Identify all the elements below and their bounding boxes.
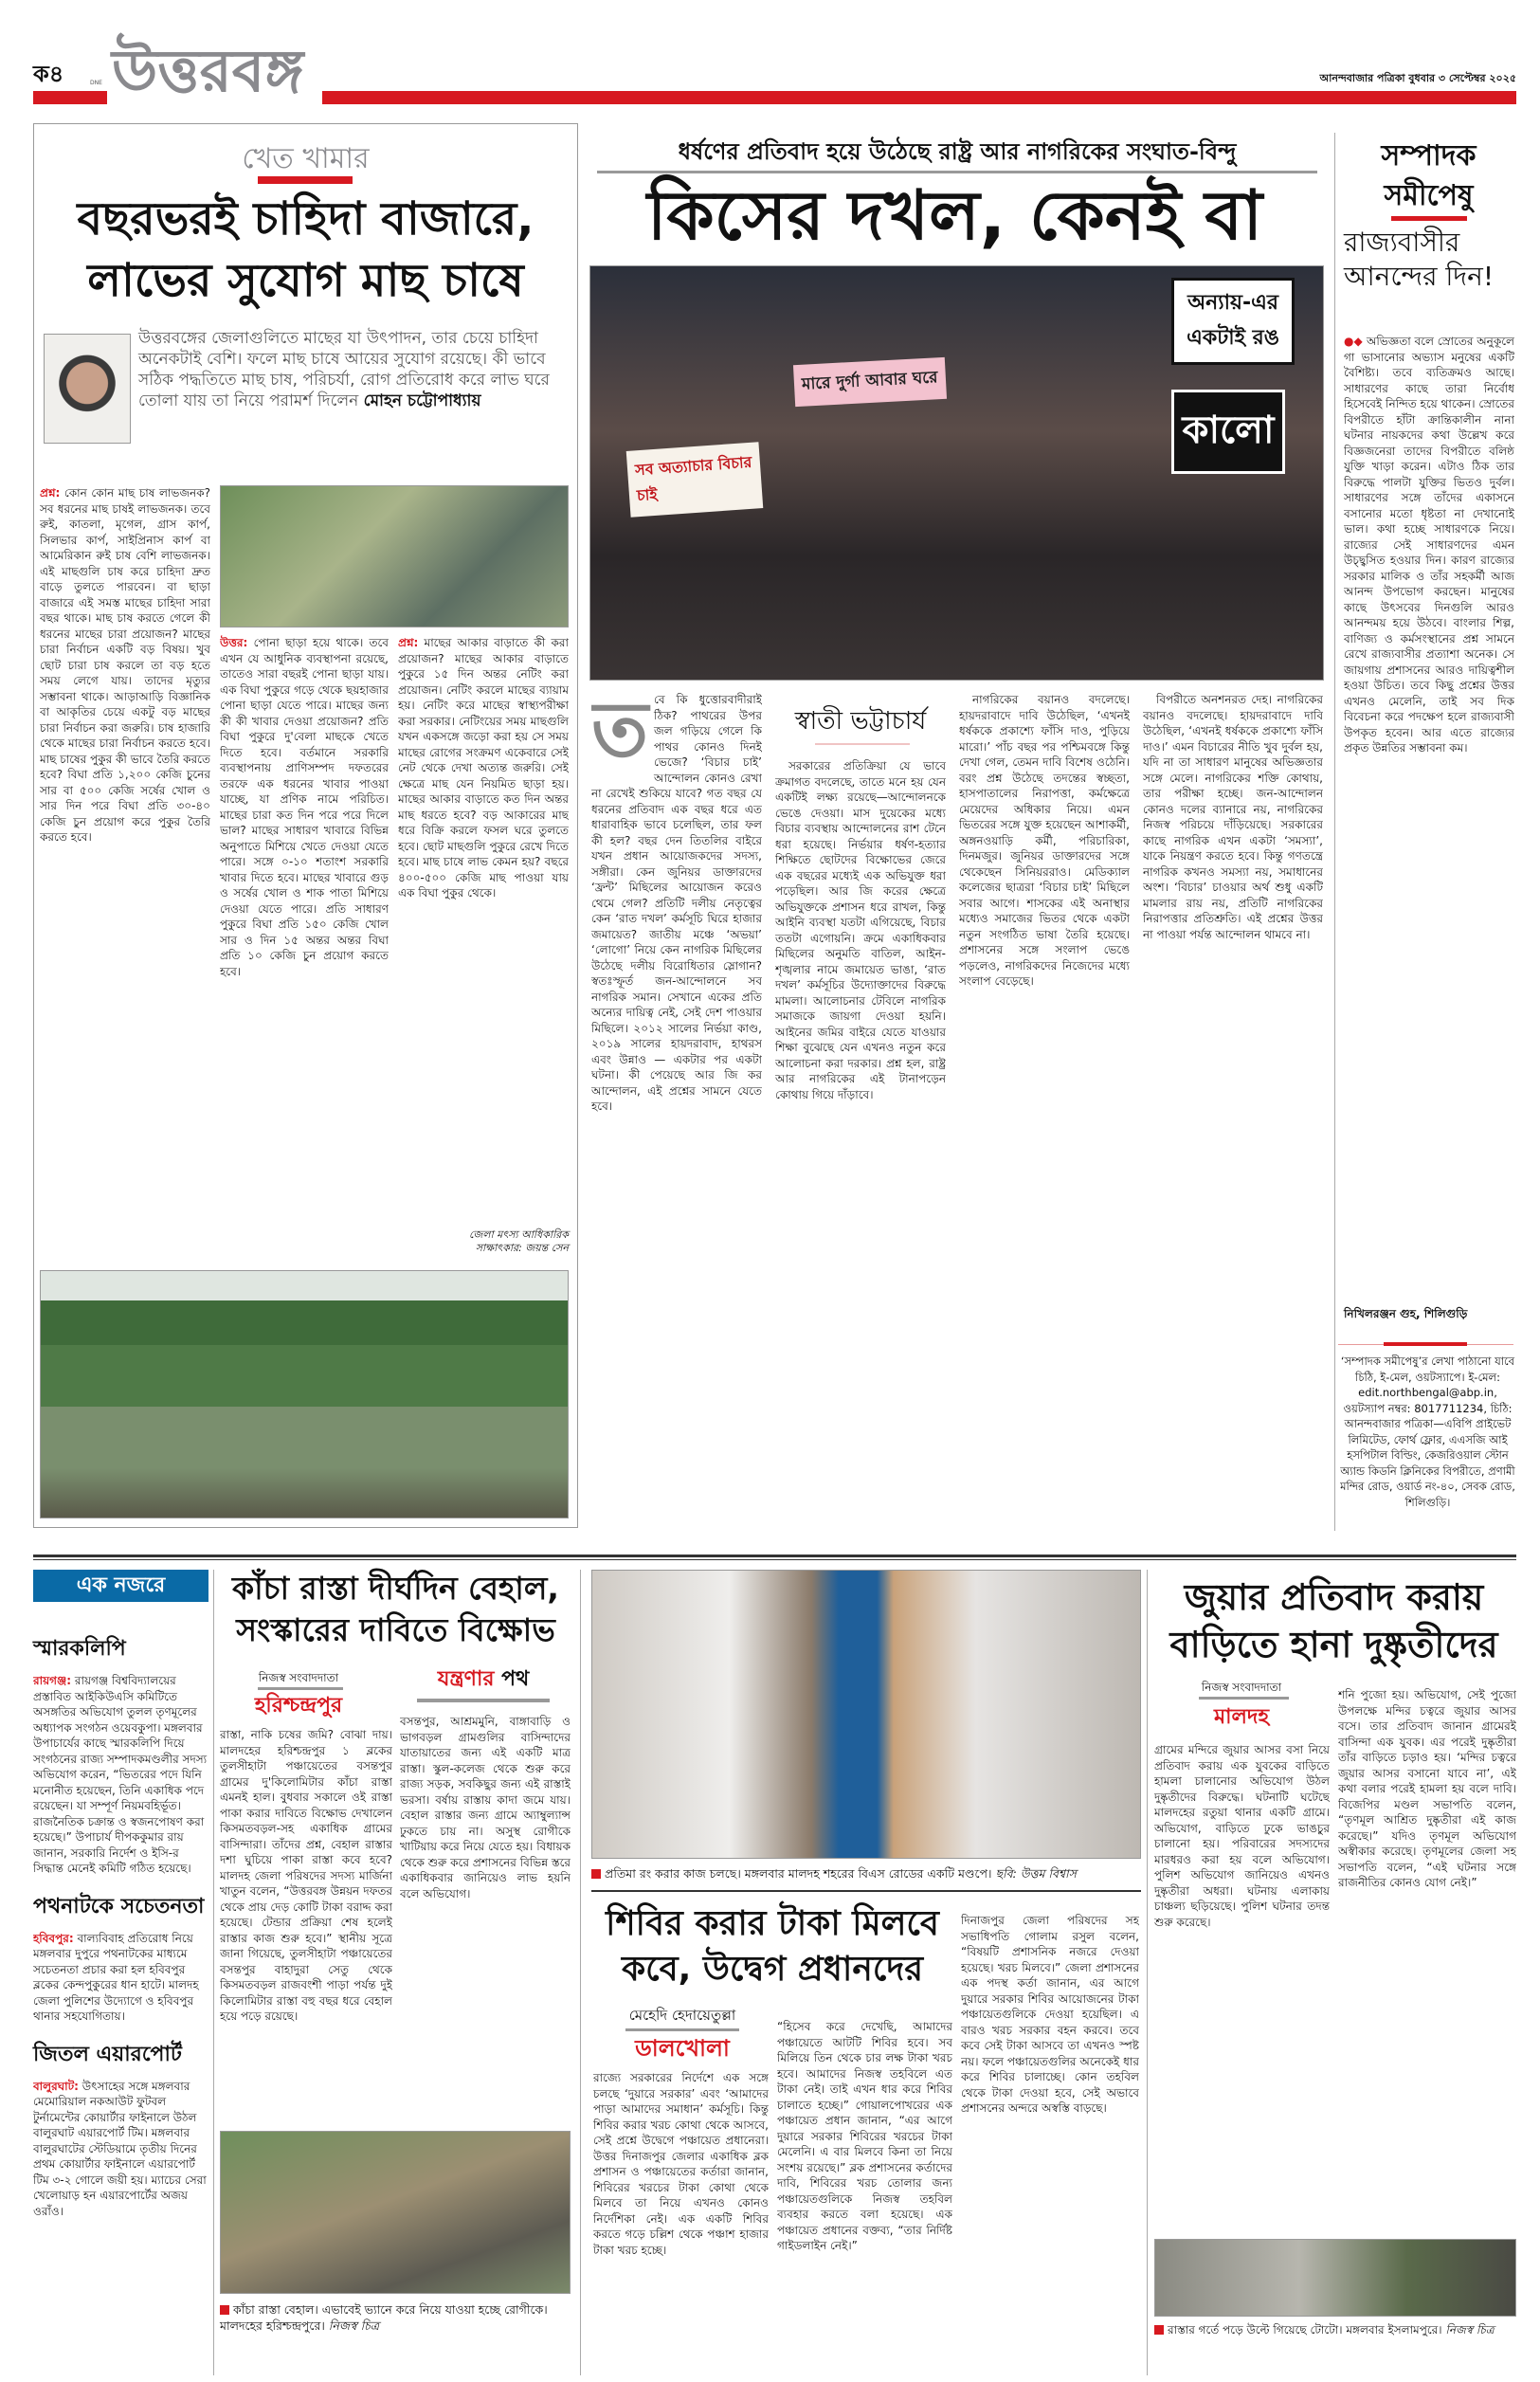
camp-byline-rule [625, 2028, 739, 2031]
section-divider [33, 1555, 1516, 1557]
masthead-bar-right [322, 91, 1516, 104]
gamble-headline-line-2: বাড়িতে হানা দুষ্কৃতীদের [1169, 1624, 1498, 1665]
farm-col1-text: কোন কোন মাছ চাষ লাভজনক? সব ধরনের মাছ চাষই লাভজনক। তবে রুই, কাতলা, মৃগেল, গ্রাস কার্প, সিলভার কার্প, সাইপ্রিনাস কার্প বা আমেরিকান রুই চাষ বেশি লাভজনক। এই মাছগুলি চাষ করে চাহিদা দ্রুত বাড়ে তুলতে পারবেন। বা ছাড়া বাজারে এই সমস্ত মাছের চাহিদা সারা বছর থাকে। মাছ চাষ করতে গেলে কী ধরনের মাছের চারা প্রয়োজন? মাছের চারা নির্বাচন একটি বড় বিষয়। খুব ছোট চারা চাষ করলে তা বড় হতে সময় লেগে যায়। তাদের মৃত্যুর সম্ভাবনা থাকে। আড়াআড়ি বিজ্ঞানিক বা আকৃতির চেয়ে একটু বড় মাছের চারা নির্বাচন করা জরুরি। চাষ হাজারি থেকে মাছের চারা নির্বাচন করতে হবে। মাছ চাষের পুকুর কী ভাবে তৈরি করতে হবে? বিঘা প্রতি ১,২০০ কেজি চুনের সার বা ৫০০ কেজি সর্ষের খোল ও সার দিন পরে বিঘা প্রতি ৩০-৪০ কেজি চুন প্রয়োগ করে পুকুর তৈরি করতে হবে। [40, 486, 210, 844]
letters-title-1: সম্পাদক [1381, 139, 1477, 173]
gamble-credit: নিজস্ব সংবাদদাতা [1201, 1681, 1282, 1694]
idol-caption-text: প্রতিমা রং করার কাজ চলছে। মঙ্গলবার মালদহ শহরের বিএস রোডের একটি মণ্ডপে। [605, 1866, 992, 1881]
farm-col2-text: পোনা ছাড়া হয়ে থাকে। তবে এখন যে আধুনিক ব্যবস্থাপনা রয়েছে, তাতেও সারা বছরই পোনা ছাড়া যায়। এক বিঘা পুকুরে গড়ে থেকে ছয়হাজার পোনা ছাড়া যেতে পারে। মাছের জন্য কী কী খাবার দেওয়া প্রয়োজন? প্রতি বিঘা পুকুরে দু'বেলা মাছকে খেতে দিতে হবে। বর্তমানে সরকারি ব্যবস্থাপনায় প্রাণিসম্পদ দফতরের তরফে এক ধরনের খাবার পাওয়া যাচ্ছে, যা প্রণিক নামে পরিচিত। মাছের চারা কত দিন পরে পরে দিলে ভাল? মাছের সাধারণ খাবারে বিভিন্ন অনুপাতে মিশিয়ে খেতে দেওয়া যেতে পারে। সঙ্গে ০-১০ শতাংশ সরকারি খাবার দিতে হবে। মাছের খাবারে গুড় ও সর্ষের খোল ও শাক পাতা মিশিয়ে দেওয়া যেতে পারে। প্রতি সাধারণ পুকুরে বিঘা প্রতি ১৫০ কেজি খোল সার ও দিন ১৫ অন্তর অন্তর বিঘা প্রতি ১০ কেজি চুন প্রয়োগ করতে হবে। [220, 636, 389, 978]
glance-item-title: পথনাটকে সচেতনতা [33, 1894, 205, 1918]
road-photo-caption [220, 2301, 571, 2334]
main-headline: কিসের দখল, কেনই বা [646, 175, 1263, 255]
gamble-photo-caption [1154, 2322, 1516, 2338]
road-caption-text: কাঁচা রাস্তা বেহাল। এভাবেই ভ্যানে করে নিয়ে যাওয়া হচ্ছে রোগীকে। মালদহের হরিশ্চন্দ্রপুরে। [220, 2302, 548, 2333]
main-byline: স্বাতী ভট্টাচার্য [794, 707, 927, 736]
camp-headline-line-1: শিবির করার টাকা মিলবে [606, 1904, 939, 1943]
main-col3-text: নাগরিকের বয়ানও বদলেছে। হায়দরাবাদে দাবি উঠেছিল, ‘এখনই ধর্ষককে প্রকাশ্যে ফাঁসি দাও, পুড়িয়ে মারো।’ পাঁচ বছর পর পশ্চিমবঙ্গে কিন্তু দেখা গেল, তেমন দাবি বিশেষ ওঠেনি। বরং প্রশ্ন উঠেছে তদন্তের স্বচ্ছতা, হাসপাতালের নিরাপত্তা, কর্মক্ষেত্রে মেয়েদের অধিকার নিয়ে। এমন ভিতরের সঙ্গে যুক্ত হয়েছেন আশাকর্মী, অঙ্গনওয়াড়ি কর্মী, পরিচারিকা, দিনমজুর। জুনিয়র ডাক্তারদের সঙ্গে থেকেছেন সিনিয়ররাও। মেডিক্যাল কলেজের ছাত্ররা ‘বিচার চাই’ মিছিলে সবার আগে। শাসকের এই অনাস্থার মধ্যেও সমাজের ভিতর থেকে একটা নতুন সংগঠিত ভাষা তৈরি হয়েছে। প্রশাসনের সঙ্গে সংলাপ ভেঙে পড়লেও, নাগরিকদের নিজেদের মধ্যে সংলাপ বেড়েছে। [959, 693, 1130, 988]
glance-item-text: উৎসাহের সঙ্গে মঙ্গলবার মেমোরিয়াল নকআউট ফুটবল টুর্নামেন্টের কোয়ার্টার ফাইনালে উঠল বালুরঘাট এয়ারপোর্ট টিম। মঙ্গলবার বালুরঘাটের স্টেডিয়ামে তৃতীয় দিনের প্রথম কোয়ার্টার ফাইনালে এয়ারপোর্ট টিম ৩-২ গোলে জয়ী হয়। ম্যাচের সেরা খেলোয়াড় হন এয়ারপোর্টের অজয় ওরাঁও। [33, 2079, 207, 2218]
answer-label: উত্তর: [220, 636, 248, 649]
farm-headline-line-2: লাভের সুযোগ মাছ চাষে [87, 254, 524, 307]
farm-intro-by: দিলেন [317, 391, 359, 410]
camp-column-3 [961, 1913, 1139, 2332]
glance-item-text: বাল্যবিবাহ প্রতিরোধ নিয়ে মঙ্গলবার দুপুরে পথনাটকের মাধ্যমে সচেতনতা প্রচার করা হল হবিবপুর ব্লকের কেন্দপুকুরের ধান হাটে। মালদহ জেলা পুলিশের উদ্যোগে ও হবিবপুর থানার সহযোগিতায়। [33, 1931, 199, 2023]
road-column-1 [220, 1727, 392, 2123]
road-headline-line-1: কাঁচা রাস্তা দীর্ঘদিন বেহাল, [232, 1570, 559, 1607]
main-column-3 [959, 692, 1130, 1526]
dropcap: ত [591, 692, 649, 773]
letters-divider [1334, 133, 1335, 1531]
main-col2-text: সরকারের প্রতিক্রিয়া যে ভাবে ক্রমাগত বদলেছে, তাতে মনে হয় যেন একটিই লক্ষ্য রয়েছে—আন্দোলনকে ভেঙে দেওয়া। মাস দুয়েকের মধ্যে বিচার ব্যবস্থায় আন্দোলনের রাশ টেনে ধরা হয়েছে। নির্ভয়ার ধর্ষণ-হত্যার শিক্ষিতে ছোটদের বিক্ষোভের জেরে এক বছরের মধ্যেই এক অভিযুক্ত ধরা পড়েছিল। আর জি করের ক্ষেত্রে অভিযুক্তকে প্রশাসন ধরে রাখল, কিন্তু আইনি ব্যবস্থা যতটা এগিয়েছে, বিচার ততটা এগোয়নি। ক্রমে একাধিকবার মিছিলের অনুমতি বাতিল, আইন-শৃঙ্খলার নামে জমায়েত ভাঙা, ‘রাত দখল’ কর্মসূচির উদ্যোক্তাদের বিরুদ্ধে মামলা। আলোচনার টেবিলে নাগরিক সমাজকে জায়গা দেওয়া হয়নি। আইনের জমির বাইরে যেতে যাওয়ার শিক্ষা বুঝেছে যেন এখনও নতুন করে আলোচনা করা দরকার। প্রশ্ন হল, রাষ্ট্র আর নাগরিকের এই টানাপড়েন কোথায় গিয়ে দাঁড়াবে। [775, 759, 946, 1101]
placard-white: সব অত্যাচার বিচার চাই [626, 442, 764, 518]
pond-netting-photo [40, 1270, 569, 1518]
farm-author: মোহন চট্টোপাধ্যায় [363, 391, 481, 410]
gamble-column-1 [1154, 1742, 1330, 2233]
kicker-underline [258, 176, 353, 184]
camp-col3-text: দিনাজপুর জেলা পরিষদের সহ সভাধিপতি গোলাম রসুল বলেন, “বিষয়টি প্রশাসনিক নজরে দেওয়া হয়েছে। খরচ মিলবে।” জেলা প্রশাসনের এক পদস্থ কর্তা জানান, এর আগে দুয়ারে সরকার শিবির আয়োজনের টাকা পঞ্চায়েতগুলিকে দেওয়া হয়েছিল। এ বারও খরচ সরকার বহন করবে। তবে কবে সেই টাকা আসবে তা এখনও স্পষ্ট নয়। ফলে পঞ্চায়েতগুলির অনেকেই ধার করে শিবির চালাচ্ছে। কোন তহবিল থেকে টাকা দেওয়া হবে, সেই অভাবে প্রশাসনের অন্দরে অস্বস্তি বাড়ছে। [961, 1914, 1139, 2115]
farm-qa-column-2 [220, 635, 389, 1261]
glance-item-text: রায়গঞ্জ বিশ্ববিদ্যালয়ের প্রস্তাবিত আইকিউএসি কমিটিতে অসঙ্গতির অভিযোগ তুলল তৃণমূলের অধ্যাপক সংগঠন ওয়েবকুপা। মঙ্গলবার উপাচার্যের কাছে স্মারকলিপি দিয়ে সংগঠনের রাজ্য সম্পাদকমণ্ডলীর সদস্য অভিযোগ করেন, “ভিতরের পদে যিনি মনোনীত হয়েছেন, তিনি একাধিক পদে রয়েছেন। যা সম্পূর্ণ নিয়মবহির্ভূত। রাজনৈতিক চক্রান্ত ও স্বজনপোষণ করা হয়েছে।” উপাচার্য দীপককুমার রায় জানান, সরকারি নির্দেশ ও ইসি-র সিদ্ধান্ত মেনেই কমিটি গঠিত হয়েছে। [33, 1674, 208, 1875]
masthead-bar-left [33, 91, 107, 104]
placard-pink: মারে দুর্গা আবার ঘরে [793, 357, 947, 407]
road-kicker-red: যন্ত্রণার [437, 1667, 495, 1691]
page-number: ক৪ [33, 61, 64, 87]
glance-item [33, 1890, 208, 2025]
camp-col1-text: রাজ্যে সরকারের নির্দেশে এক সঙ্গে চলছে ‘দুয়ারে সরকার’ এবং ‘আমাদের পাড়া আমাদের সমাধান’ কর্মসূচি। কিন্তু শিবির করার খরচ কোথা থেকে আসবে, সেই প্রশ্নে উদ্বেগে পঞ্চায়েত প্রধানেরা। উত্তর দিনাজপুর জেলার একাধিক ব্লক প্রশাসন ও পঞ্চায়েতের কর্তারা জানান, শিবিরের খরচের টাকা কোথা থেকে মিলবে তা নিয়ে এখনও কোনও নির্দেশিকা নেই। এক একটি শিবির করতে গড়ে চল্লিশ থেকে পঞ্চাশ হাজার টাকা খরচ হচ্ছে। [593, 2071, 769, 2257]
idol-caption-rule [591, 1890, 1141, 1892]
gamble-col2-text: শনি পুজো হয়। অভিযোগ, সেই পুজো উপলক্ষে মন্দির চত্বরে জুয়ার আসর বসে। তার প্রতিবাদ জানান গ্রামেরই বাসিন্দা এক যুবক। এর পরেই দুষ্কৃতীরা তাঁর বাড়িতে চড়াও হয়। ‘মন্দির চত্বরে জুয়ার আসর বসানো যাবে না’, এই কথা বলার পরেই হামলা হয় বলে দাবি। বিজেপির মণ্ডল সভাপতি বলেন, “তৃণমূল আশ্রিত দুষ্কৃতীরা এই কাজ করেছে।” যদিও তৃণমূল অভিযোগ অস্বীকার করেছে। তৃণমূলের জেলা সহ সভাপতি বলেন, “এই ঘটনার সঙ্গে রাজনীতির কোনও যোগ নেই।” [1338, 1688, 1516, 1889]
gamble-headline-line-1: জুয়ার প্রতিবাদ করায় [1184, 1576, 1484, 1618]
farm-qa-column-3 [398, 635, 569, 1218]
gamble-photo-credit: নিজস্ব চিত্র [1445, 2323, 1495, 2337]
idol-photo-caption [591, 1865, 1141, 1882]
letter-text: অভিজ্ঞতা বলে স্রোতের অনুকূলে গা ভাসানোর অভ্যাস মনুষের একটি বৈশিষ্ট্য। তবে ব্যতিক্রমও আছে। সাধারণের কাছে তারা নির্বোধ হিসেবেই নিন্দিত হয়ে থাকেন। স্রোতের বিপরীতে হাঁটা ক্রান্তিকালীন নানা ঘটনার নায়কদের কথা উল্লেখ করে বিজ্ঞজনেরা তাদের বিপরীতে বলিষ্ঠ যুক্তি খাড়া করেন। এটাও ঠিক তার বিরুদ্ধে পালটা যুক্তির ভিতও দুর্বল। সাধারণের সঙ্গে তাঁদের একাসনে বসানোর মতো ধৃষ্টতা না দেখানোই ভাল। কথা হচ্ছে সাধারণকে নিয়ে। রাজ্যের সেই সাধারণদের এমন উচ্ছ্বসিত হওয়ার দিন। কারণ রাজ্যের সরকার মালিক ও তাঁর সহকর্মী আজ আনন্দ উপভোগ করছেন। মানুষের কাছে উৎসবের দিনগুলি আরও আনন্দময় হয়ে উঠবে। বাংলার শিল্প, বাণিজ্য ও কর্মসংস্থানের প্রশ্ন সামনে রেখে রাজ্যবাসীর প্রত্যাশা অনেক। সে জায়গায় প্রশাসনের আরও দায়িত্বশীল হওয়া উচিত। তবে কিছু প্রশ্নের উত্তর এখনও মেলেনি, তাই সব দিক বিবেচনা করে পদক্ষেপ হলে রাজ্যবাসী উপকৃত হবেন। আর এতে রাজ্যের প্রকৃত উন্নতির সম্ভাবনা কম। [1344, 335, 1514, 755]
placard-black-1: অন্যায়-এর একটাই রঙ [1171, 278, 1295, 365]
caption-marker-icon [220, 2305, 229, 2315]
submission-info: ‘সম্পাদক সমীপেষু’র লেখা পাঠানো যাবে চিঠি, ই-মেল, ওয়টস্যাপে। ই-মেল: edit.northbengal@abp.in, ওয়টস্যাপ নম্বর: 8017711234, চিঠি: আনন্দবাজার পত্রিকা—এবিপি প্রাইভেট লিমিটেড, ফোর্থ ফ্লোর, এএসজি আই হসপিটাল বিল্ডিং, কেজরিওয়াল স্টোন অ্যান্ড কিডনি ক্লিনিকের বিপরীতে, প্রণামী মন্দির রোড, ওয়ার্ড নং-৪০, সেবক রোড, শিলিগুড়ি। [1340, 1355, 1515, 1509]
letter-body [1344, 334, 1514, 1299]
farm-headline-line-1: বছরভরই চাহিদা বাজারে, [77, 192, 534, 245]
road-kicker-rest: পথ [494, 1667, 530, 1691]
letters-title-2: সমীপেষু [1384, 179, 1474, 212]
main-column-2 [775, 758, 946, 1526]
farm-qa-column-1 [40, 485, 210, 1263]
glance-item-title: জিতল এয়ারপোর্ট [33, 2042, 182, 2066]
glance-divider [213, 1570, 214, 2375]
gamble-dateline: মালদহ [1213, 1705, 1270, 1729]
question-label: প্রশ্ন: [40, 486, 61, 500]
caption-marker-icon [591, 1869, 601, 1879]
road-credit-rule [258, 1687, 343, 1690]
road-divider [580, 1570, 581, 2375]
glance-item [33, 1632, 208, 1877]
road-photo-credit: নিজস্ব চিত্র [328, 2318, 380, 2333]
glance-item-place: হবিবপুর: [33, 1931, 74, 1945]
main-column-4 [1143, 692, 1323, 1526]
letter-signoff: নিখিলরঞ্জন গুহ, শিলিগুড়ি [1344, 1307, 1468, 1320]
gamble-column-2 [1338, 1687, 1516, 2233]
camp-col2-text: “হিসেব করে দেখেছি, আমাদের পঞ্চায়েতে আটটি শিবির হবে। সব মিলিয়ে তিন থেকে চার লক্ষ টাকা খরচ হবে। আমাদের নিজস্ব তহবিলে এত টাকা নেই। তাই এখন ধার করে শিবির চালাতে হচ্ছে।” গোয়ালপোখরের এক পঞ্চায়েত প্রধান জানান, “এর আগে দুয়ারে সরকার শিবিরের খরচের টাকা মেলেনি। এ বার মিলবে কিনা তা নিয়ে সংশয় রয়েছে।” ব্লক প্রশাসনের কর্তাদের দাবি, শিবিরের খরচ তোলার জন্য পঞ্চায়েতগুলিকে নিজস্ব তহবিল ব্যবহার করতে বলা হয়েছে। এক পঞ্চায়েত প্রধানের বক্তব্য, “তার নির্দিষ্ট গাইডলাইন নেই।” [777, 2020, 952, 2252]
expert-role: জেলা মৎস্য আধিকারিক [468, 1228, 569, 1241]
byline-rule [815, 743, 910, 745]
main-col4-text: বিপরীতে অনশনরত দেহ। নাগরিকের বয়ানও বদলেছে। হায়দরাবাদে দাবি উঠেছিল, ‘এখনই ধর্ষককে প্রকাশ্যে ফাঁসি দাও।’ এমন বিচারের নীতি খুব দুর্বল হয়, যদি না তা সাধারণ মানুষের অভিজ্ঞতার সঙ্গে মেলে। নাগরিকের শক্তি কোথায়, তার পরীক্ষা হচ্ছে। জন-আন্দোলন কোনও দলের ব্যানারে নয়, নাগরিকের নিজস্ব পরিচয়ে দাঁড়িয়েছে। সরকারের কাছে নাগরিক এখন একটা ‘সমস্যা’, যাকে নিয়ন্ত্রণ করতে হবে। কিন্তু গণতন্ত্রে নাগরিক কখনও সমস্যা নয়, সমাধানের অংশ। ‘বিচার’ চাওয়ার অর্থ শুধু একটি মামলার রায় নয়, প্রতিটি নাগরিকের নিরাপত্তার প্রতিশ্রুতি। এই প্রশ্নের উত্তর না পাওয়া পর্যন্ত আন্দোলন থামবে না। [1143, 693, 1323, 941]
strap-rule [597, 171, 1317, 173]
edition-tag: DNE [90, 80, 102, 86]
submit-rule-accent [1384, 1342, 1467, 1346]
road-col1-text: রাস্তা, নাকি চষের জমি? বোঝা দায়। মালদহের হরিশ্চন্দ্রপুর ১ ব্লকের তুলসীহাটা পঞ্চায়েতের বসন্তপুর গ্রামের দু'কিলোমিটার কাঁচা রাস্তা এমনই হাল। বুধবার সকালে ওই রাস্তা পাকা করার দাবিতে বিক্ষোভ দেখালেন কিসমতবড়ল-সহ একাধিক গ্রামের বাসিন্দারা। তাঁদের প্রশ্ন, বেহাল রাস্তার দশা ঘুচিয়ে পাকা রাস্তা কবে হবে? মালদহ জেলা পরিষদের সদস্য মার্জিনা খাতুন বলেন, “উত্তরবঙ্গ উন্নয়ন দফতর থেকে প্রায় দেড় কোটি টাকা বরাদ্দ করা হয়েছে। টেন্ডার প্রক্রিয়া শেষ হলেই রাস্তার কাজ শুরু হবে।” স্থানীয় সূত্রে জানা গিয়েছে, তুলসীহাটা পঞ্চায়েতের বসন্তপুর বাহাদুরা সেতু থেকে কিসমতবড়ল রাজবংশী পাড়া পর্যন্ত দুই কিলোমিটার রাস্তা বহু বছর ধরে বেহাল হয়ে পড়ে রয়েছে। [220, 1728, 392, 2023]
gamble-caption-text: রাস্তার গর্তে পড়ে উল্টে গিয়েছে টোটো। মঙ্গলবার ইসলামপুরে। [1168, 2323, 1442, 2337]
patient-van-photo [220, 2131, 571, 2294]
glance-item-place: বালুরঘাট: [33, 2079, 79, 2093]
at-a-glance-badge: এক নজরে [33, 1570, 208, 1602]
camp-divider [1147, 1570, 1148, 2375]
letters-title-rule [1391, 216, 1467, 221]
glance-item [33, 2038, 208, 2221]
question-label-2: প্রশ্ন: [398, 636, 419, 649]
main-col1-text: বে কি ধুত্তোরবাদীরাই ঠিক? পাথরের উপর জল গড়িয়ে গেলে কি পাথর কোনও দিনই ভেজে? ‘বিচার চাই’ আন্দোলন কোনও রেখা না রেখেই শুকিয়ে যাবে? গত বছর যে ধরনের প্রতিবাদ এক বছর ধরে এত ধারাবাহিক ভাবে চলেছিল, তার ফল কী হল? বছর দেন তিতলির বাইরে যখন প্রধান আয়োজকদের সদস্য, সঙ্গীরা। কেন জুনিয়র ডাক্তারদের ‘ফ্রন্ট’ মিছিলের আয়োজন করেও থেমে গেল? প্রতিটি দলীয় নেতৃত্বের কেন ‘রাত দখল’ কর্মসূচি ঘিরে হাজার জমায়েত? জাতীয় মঞ্চে ‘অভয়া’ ‘লোগো’ নিয়ে কেন নাগরিক মিছিলের উঠেছে দলীয় বিরোধিতার স্লোগান? স্বতঃস্ফূর্ত জন-আন্দোলনে সব নাগরিক সমান। সেখানে একের প্রতি অন্যের দায়িত্ব নেই, সেই দেশ পাওয়ার মিছিলে। ২০১২ সালের নির্ভয়া কাণ্ড, ২০১৯ সালের হায়দরাবাদ, হাথরস এবং উন্নাও — একটার পর একটা ঘটনা। কী পেয়েছে আর জি কর আন্দোলন, এই প্রশ্নের সামনে যেতে হবে। [591, 693, 762, 1113]
road-col2-text: বসন্তপুর, আশ্রমমুনি, বাঙ্গাবাড়ি ও ভাগবড়ল গ্রামগুলির বাসিন্দাদের যাতায়াতের জন্য এই একটি মাত্র রাস্তা। স্কুল-কলেজ থেকে শুরু করে রাজ্য সড়ক, সবকিছুর জন্য এই রাস্তাই ভরসা। বর্ষায় রাস্তায় কাদা জমে যায়। বেহাল রাস্তার জন্য গ্রামে অ্যাম্বুল্যান্স ঢুকতে চায় না। অসুস্থ রোগীকে খাটিয়ায় করে নিয়ে যেতে হয়। বিধায়ক থেকে শুরু করে প্রশাসনের বিভিন্ন স্তরে একাধিকবার জানিয়েও লাভ হয়নি বলে অভিযোগ। [400, 1715, 571, 1900]
idol-photo-credit: ছবি: উত্তম বিশ্বাস [995, 1866, 1077, 1881]
main-column-1 [591, 692, 762, 1526]
camp-column-1 [593, 2070, 769, 2332]
letter-headline: রাজ্যবাসীর আনন্দের দিন! [1344, 227, 1495, 292]
glance-item-title: স্মারকলিপি [33, 1637, 126, 1661]
camp-byline: মেহেদি হেদায়েতুল্লা [628, 2007, 736, 2024]
road-credit: নিজস্ব সংবাদদাতা [258, 1671, 339, 1684]
idol-painting-photo [591, 1570, 1141, 1859]
interview-credit: সাক্ষাৎকার: জয়ন্ত সেন [475, 1242, 569, 1254]
road-column-2 [400, 1714, 571, 2123]
road-dateline: হরিশ্চন্দ্রপুর [254, 1694, 343, 1718]
section-masthead: উত্তরবঙ্গ [112, 36, 304, 105]
gamble-col1-text: গ্রামের মন্দিরে জুয়ার আসর বসা নিয়ে প্রতিবাদ করায় এক যুবকের বাড়িতে হামলা চালানোর অভিযোগ উঠল দুষ্কৃতীদের বিরুদ্ধে। ঘটনাটি ঘটেছে মালদহের রতুয়া থানার একটি গ্রামে। অভিযোগ, বাড়িতে ঢুকে ভাঙচুর চালানো হয়। পরিবারের সদস্যদের মারধরও করা হয় বলে অভিযোগ। পুলিশ অভিযোগ জানিয়েও এখনও দুষ্কৃতীরা অধরা। ঘটনায় এলাকায় চাঞ্চল্য ছড়িয়েছে। পুলিশ ঘটনার তদন্ত শুরু করেছে। [1154, 1743, 1330, 1929]
section-divider-thin [33, 1559, 1516, 1560]
protest-photo [589, 265, 1324, 681]
at-a-glance-list [33, 1611, 208, 2221]
road-headline-line-2: সংস্কারের দাবিতে বিক্ষোভ [236, 1611, 555, 1648]
gamble-credit-rule [1199, 1697, 1289, 1700]
road-kicker-rule [417, 1699, 550, 1702]
camp-headline-line-2: কবে, উদ্বেগ প্রধানদের [621, 1950, 924, 1989]
glance-item-place: রায়গঞ্জ: [33, 1674, 72, 1687]
toto-accident-photo [1154, 2239, 1516, 2317]
farm-col3-text: মাছের আকার বাড়াতে কী করা প্রয়োজন? মাছের আকার বাড়াতে পুকুরে ১৫ দিন অন্তর নেটিং করা প্রয়োজন। নেটিং করলে মাছের ব্যায়াম হয়। নেটিং করে মাছের স্বাস্থ্যপরীক্ষা করা সরকার। নেটিংয়ের সময় মাছগুলি যখন একসঙ্গে জড়ো করা হয় সে সময় মাছের রোগের সংক্রমণ একেবারে সেই নেট থেকে দেখা অত্যন্ত জরুরি। সেই ক্ষেত্রে মাছ যেন নিয়মিত ছাড়া হয়। মাছের আকার বাড়াতে কত দিন অন্তর মাছ ধরতে হবে? বড় আকারের মাছ ধরে বিক্রি করলে ফসল ঘরে তুলতে হবে। ছোট মাছগুলি পুকুরে রেখে দিতে হবে। মাছ চাষে লাভ কেমন হয়? বছরে ৪০০-৫০০ কেজি মাছ পাওয়া যায় এক বিঘা পুকুর থেকে। [398, 636, 569, 900]
farm-intro-text: উত্তরবঙ্গের জেলাগুলিতে মাছের যা উৎপাদন, তার চেয়ে চাহিদা অনেকটাই বেশি। ফলে মাছ চাষে আয়ের সুযোগ রয়েছে। কী ভাবে সঠিক পদ্ধতিতে মাছ চাষ, পরিচর্যা, রোগ প্রতিরোধ করে লাভ ঘরে তোলা যায় তা নিয়ে পরামর্শ [138, 329, 550, 410]
road-kicker [398, 1666, 569, 1693]
main-strap: ধর্ষণের প্রতিবাদ হয়ে উঠেছে রাষ্ট্র আর নাগরিকের সংঘাত-বিন্দু [678, 138, 1237, 165]
letter-bullet-icon: ●◆ [1344, 335, 1367, 348]
expert-note [398, 1228, 569, 1255]
fish-harvest-photo [220, 485, 569, 627]
dateline: আনন্দবাজার পত্রিকা বুধবার ৩ সেপ্টেম্বর ২০২৫ [1319, 72, 1516, 84]
farm-kicker: খেত খামার [242, 142, 370, 175]
camp-dateline: ডালখোলা [635, 2035, 730, 2062]
camp-column-2 [777, 2019, 952, 2332]
farm-intro [138, 328, 570, 411]
author-photo [44, 334, 131, 444]
caption-marker-icon [1154, 2325, 1164, 2335]
placard-black-2: কালো [1171, 390, 1285, 474]
